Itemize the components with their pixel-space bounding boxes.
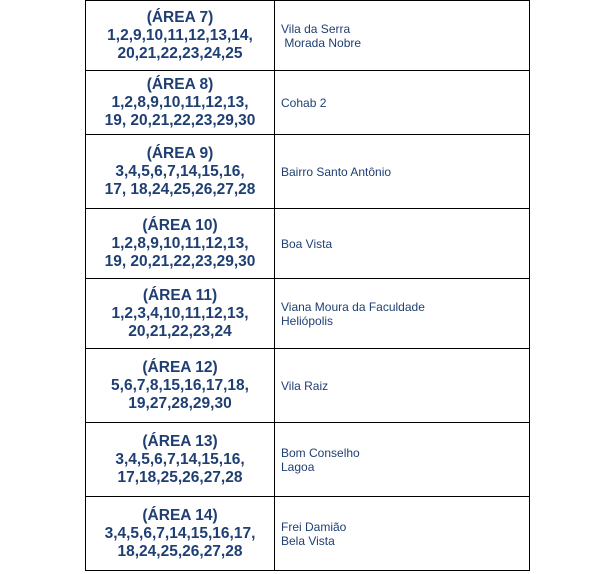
table-row-area-11 xyxy=(86,279,530,349)
place-name: Vila da Serra xyxy=(281,21,351,36)
table-row-area-12 xyxy=(86,349,530,423)
area-codes-line: 20,21,22,23,24,25 xyxy=(117,44,243,62)
place-name: Lagoa xyxy=(281,459,315,474)
area-places-cell xyxy=(275,135,530,209)
area-codes-line: 1,2,8,9,10,11,12,13, xyxy=(111,234,249,252)
area-title: (ÁREA 13) xyxy=(142,432,218,450)
place-name: Vila Raiz xyxy=(281,378,329,393)
area-codes-line: 3,4,5,6,7,14,15,16, xyxy=(115,450,245,468)
area-codes-line: 17,18,25,26,27,28 xyxy=(117,468,243,486)
area-codes-line: 18,24,25,26,27,28 xyxy=(117,542,243,560)
area-codes-line: 20,21,22,23,24 xyxy=(128,322,232,340)
area-codes-cell xyxy=(86,1,275,71)
area-codes-line: 19,27,28,29,30 xyxy=(128,394,232,412)
area-title: (ÁREA 14) xyxy=(142,506,218,524)
area-codes-cell xyxy=(86,135,275,209)
area-codes-cell xyxy=(86,279,275,349)
area-codes-cell xyxy=(86,209,275,279)
place-name: Bairro Santo Antônio xyxy=(281,164,392,179)
table-row-area-7 xyxy=(86,1,530,71)
area-places-cell xyxy=(275,71,530,135)
table-row-area-9 xyxy=(86,135,530,209)
place-name: Bela Vista xyxy=(281,533,335,548)
area-codes-line: 3,4,5,6,7,14,15,16, xyxy=(115,162,245,180)
table-row-area-10 xyxy=(86,209,530,279)
place-name: Frei Damião xyxy=(281,519,347,534)
area-places-cell xyxy=(275,497,530,571)
place-name: Boa Vista xyxy=(281,236,333,251)
area-places-cell xyxy=(275,1,530,71)
area-title: (ÁREA 10) xyxy=(142,216,218,234)
area-codes-cell xyxy=(86,423,275,497)
area-places-cell xyxy=(275,423,530,497)
table-row-area-14 xyxy=(86,497,530,571)
area-codes-cell xyxy=(86,71,275,135)
area-title: (ÁREA 7) xyxy=(146,8,214,26)
area-codes-line: 3,4,5,6,7,14,15,16,17, xyxy=(104,524,256,542)
area-title: (ÁREA 9) xyxy=(146,144,214,162)
area-codes-line: 19, 20,21,22,23,29,30 xyxy=(104,252,256,270)
area-codes-line: 19, 20,21,22,23,29,30 xyxy=(104,111,256,129)
area-codes-line: 1,2,3,4,10,11,12,13, xyxy=(111,304,249,322)
area-title: (ÁREA 8) xyxy=(146,75,214,93)
area-codes-line: 1,2,9,10,11,12,13,14, xyxy=(107,26,253,44)
area-places-cell xyxy=(275,279,530,349)
place-name: Heliópolis xyxy=(281,313,334,328)
table-row-area-13 xyxy=(86,423,530,497)
area-codes-line: 5,6,7,8,15,16,17,18, xyxy=(111,376,249,394)
place-name: Cohab 2 xyxy=(281,95,327,110)
area-codes-line: 17, 18,24,25,26,27,28 xyxy=(104,180,256,198)
table-row-area-8 xyxy=(86,71,530,135)
place-name: Viana Moura da Faculdade xyxy=(281,299,425,314)
area-places-cell xyxy=(275,349,530,423)
area-codes-line: 1,2,8,9,10,11,12,13, xyxy=(111,93,249,111)
area-codes-cell xyxy=(86,497,275,571)
place-name: Morada Nobre xyxy=(281,35,362,50)
area-codes-cell xyxy=(86,349,275,423)
area-title: (ÁREA 12) xyxy=(142,358,218,376)
area-places-cell xyxy=(275,209,530,279)
place-name: Bom Conselho xyxy=(281,445,360,460)
areas-table xyxy=(85,0,530,571)
area-title: (ÁREA 11) xyxy=(142,286,218,304)
